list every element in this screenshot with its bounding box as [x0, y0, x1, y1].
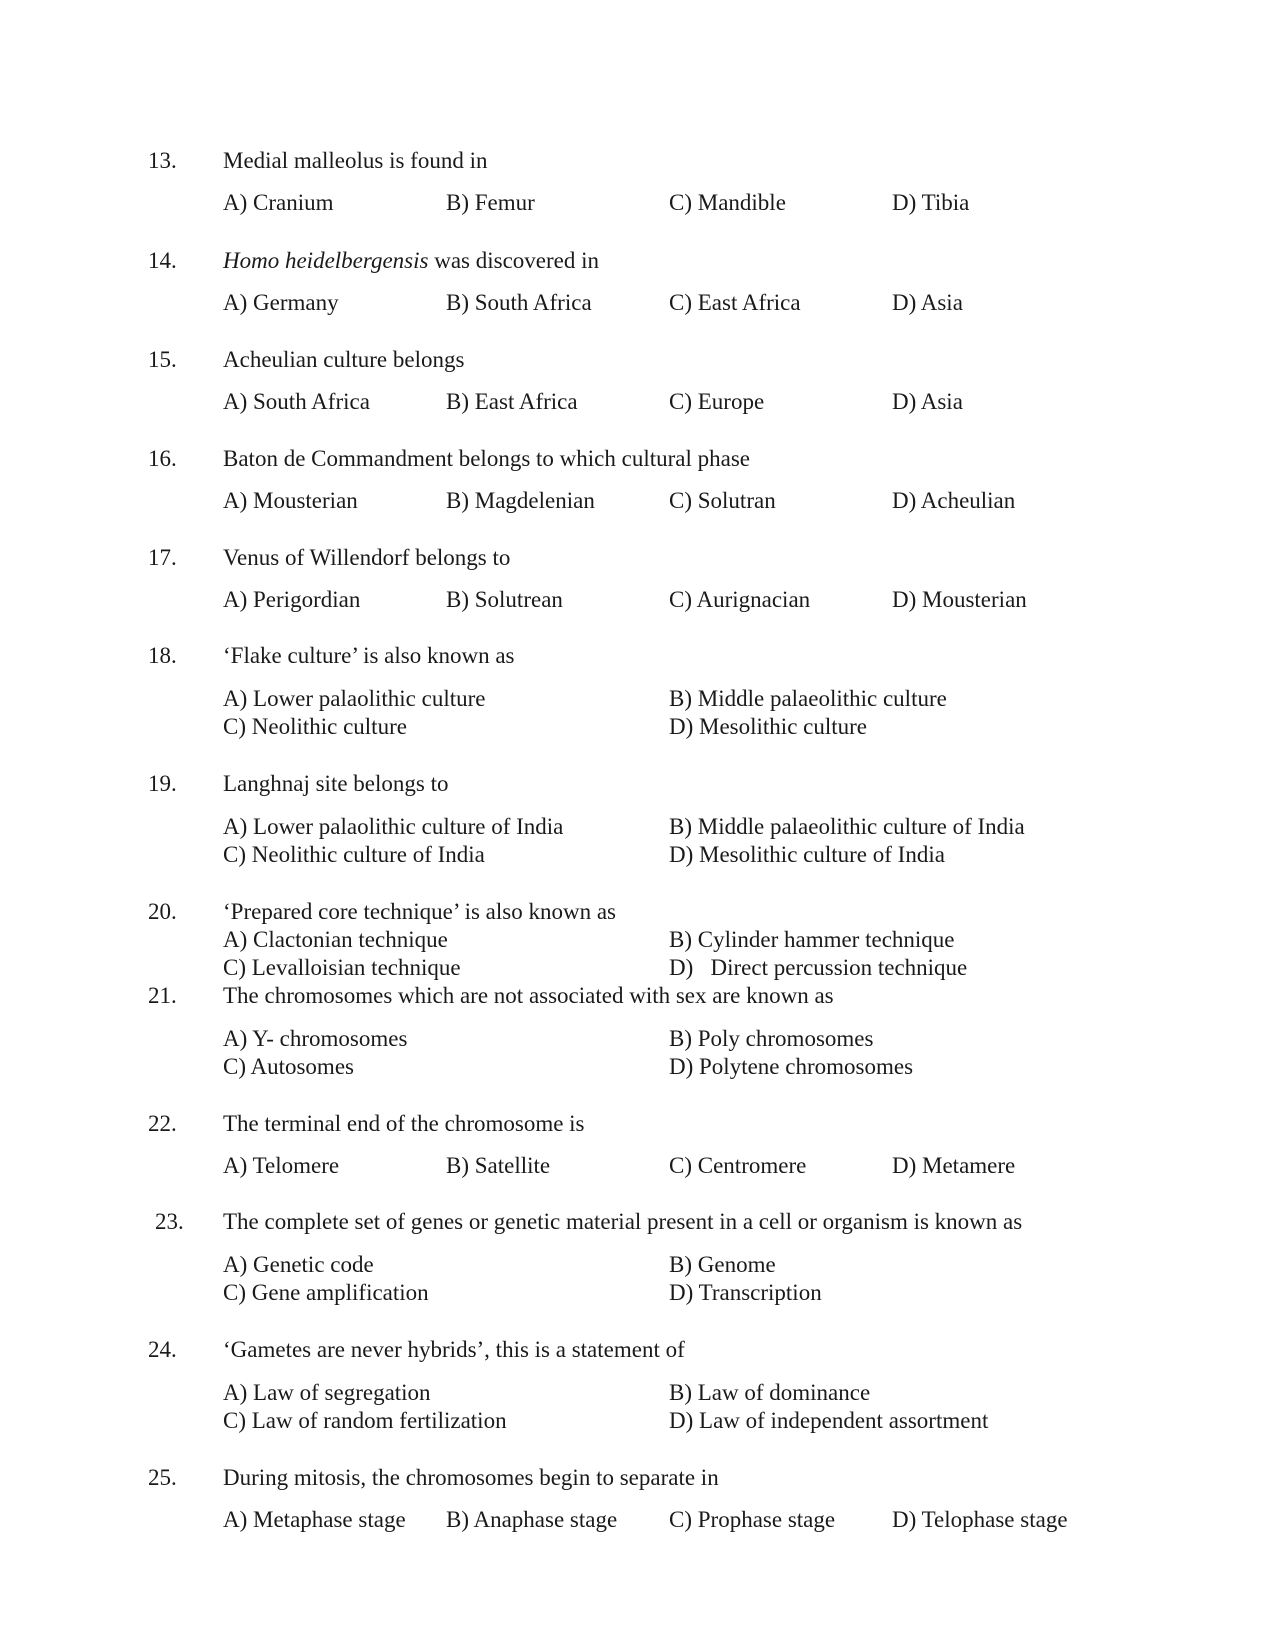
- option-d: D) Telophase stage: [892, 1507, 1068, 1532]
- option-a: A) Genetic code: [223, 1252, 374, 1277]
- option-b: B) East Africa: [446, 389, 578, 414]
- option-a: A) Metaphase stage: [223, 1507, 406, 1532]
- option-b: B) Femur: [446, 190, 535, 215]
- option-c: C) Autosomes: [223, 1054, 354, 1079]
- question-number: 23.: [155, 1209, 184, 1234]
- option-a: A) Germany: [223, 290, 339, 315]
- option-b: B) South Africa: [446, 290, 592, 315]
- option-c: C) Solutran: [669, 488, 776, 513]
- option-d: D) Mesolithic culture of India: [669, 842, 945, 867]
- option-d: D) Tibia: [892, 190, 970, 215]
- option-c: C) Law of random fertilization: [223, 1408, 507, 1433]
- option-c: C) Prophase stage: [669, 1507, 836, 1532]
- option-c: C) Neolithic culture of India: [223, 842, 485, 867]
- option-c: C) Europe: [669, 389, 765, 414]
- question-number: 13.: [148, 148, 177, 173]
- option-d: D) Mesolithic culture: [669, 714, 868, 739]
- option-a: A) Lower palaolithic culture of India: [223, 814, 564, 839]
- question-stem: Baton de Commandment belongs to which cultural phase: [223, 446, 750, 471]
- question-stem: [223, 248, 599, 274]
- question-number: 16.: [148, 446, 177, 471]
- option-d: D) Direct percussion technique: [669, 955, 968, 980]
- option-a: A) South Africa: [223, 389, 370, 414]
- option-b: B) Poly chromosomes: [669, 1026, 874, 1051]
- option-d: D) Metamere: [892, 1153, 1016, 1178]
- option-a: A) Perigordian: [223, 587, 361, 612]
- option-b: B) Middle palaeolithic culture of India: [669, 814, 1025, 839]
- option-a: A) Lower palaolithic culture: [223, 686, 486, 711]
- question-number: 25.: [148, 1465, 177, 1490]
- question-stem: The complete set of genes or genetic material present in a cell or organism is known as: [223, 1209, 1023, 1234]
- option-c: C) Gene amplification: [223, 1280, 429, 1305]
- option-c: C) Neolithic culture: [223, 714, 407, 739]
- question-stem: The chromosomes which are not associated with sex are known as: [223, 983, 834, 1008]
- option-c: C) Centromere: [669, 1153, 807, 1178]
- question-stem: ‘Flake culture’ is also known as: [223, 643, 515, 668]
- option-c: C) Levalloisian technique: [223, 955, 461, 980]
- option-b: B) Genome: [669, 1252, 776, 1277]
- option-d: D) Asia: [892, 389, 963, 414]
- question-stem: ‘Gametes are never hybrids’, this is a statement of: [223, 1337, 685, 1362]
- option-a: A) Y- chromosomes: [223, 1026, 408, 1051]
- question-stem: Venus of Willendorf belongs to: [223, 545, 511, 570]
- option-b: B) Solutrean: [446, 587, 563, 612]
- option-d: D) Law of independent assortment: [669, 1408, 989, 1433]
- option-d: D) Polytene chromosomes: [669, 1054, 914, 1079]
- question-stem: Medial malleolus is found in: [223, 148, 488, 173]
- option-d: D) Mousterian: [892, 587, 1027, 612]
- option-c: C) Mandible: [669, 190, 786, 215]
- question-stem: During mitosis, the chromosomes begin to separate in: [223, 1465, 719, 1490]
- question-number: 24.: [148, 1337, 177, 1362]
- option-b: B) Satellite: [446, 1153, 551, 1178]
- option-a: A) Clactonian technique: [223, 927, 448, 952]
- option-c: C) Aurignacian: [669, 587, 811, 612]
- option-b: B) Middle palaeolithic culture: [669, 686, 947, 711]
- species-name: Homo heidelbergensis: [223, 248, 429, 273]
- question-number: 19.: [148, 771, 177, 796]
- question-stem: The terminal end of the chromosome is: [223, 1111, 585, 1136]
- question-number: 14.: [148, 248, 177, 273]
- option-b: B) Anaphase stage: [446, 1507, 618, 1532]
- option-a: A) Law of segregation: [223, 1380, 431, 1405]
- question-stem: Acheulian culture belongs: [223, 347, 465, 372]
- option-d: D) Transcription: [669, 1280, 822, 1305]
- question-number: 20.: [148, 899, 177, 924]
- option-c: C) East Africa: [669, 290, 801, 315]
- question-number: 15.: [148, 347, 177, 372]
- question-number: 18.: [148, 643, 177, 668]
- option-d: D) Acheulian: [892, 488, 1016, 513]
- question-number: 21.: [148, 983, 177, 1008]
- option-d: D) Asia: [892, 290, 963, 315]
- option-b: B) Cylinder hammer technique: [669, 927, 955, 952]
- question-stem: ‘Prepared core technique’ is also known as: [223, 899, 616, 924]
- question-stem-text: was discovered in: [428, 248, 600, 273]
- question-stem: Langhnaj site belongs to: [223, 771, 449, 796]
- option-a: A) Mousterian: [223, 488, 358, 513]
- option-a: A) Telomere: [223, 1153, 340, 1178]
- question-number: 22.: [148, 1111, 177, 1136]
- question-number: 17.: [148, 545, 177, 570]
- option-b: B) Magdelenian: [446, 488, 595, 513]
- option-b: B) Law of dominance: [669, 1380, 871, 1405]
- option-a: A) Cranium: [223, 190, 334, 215]
